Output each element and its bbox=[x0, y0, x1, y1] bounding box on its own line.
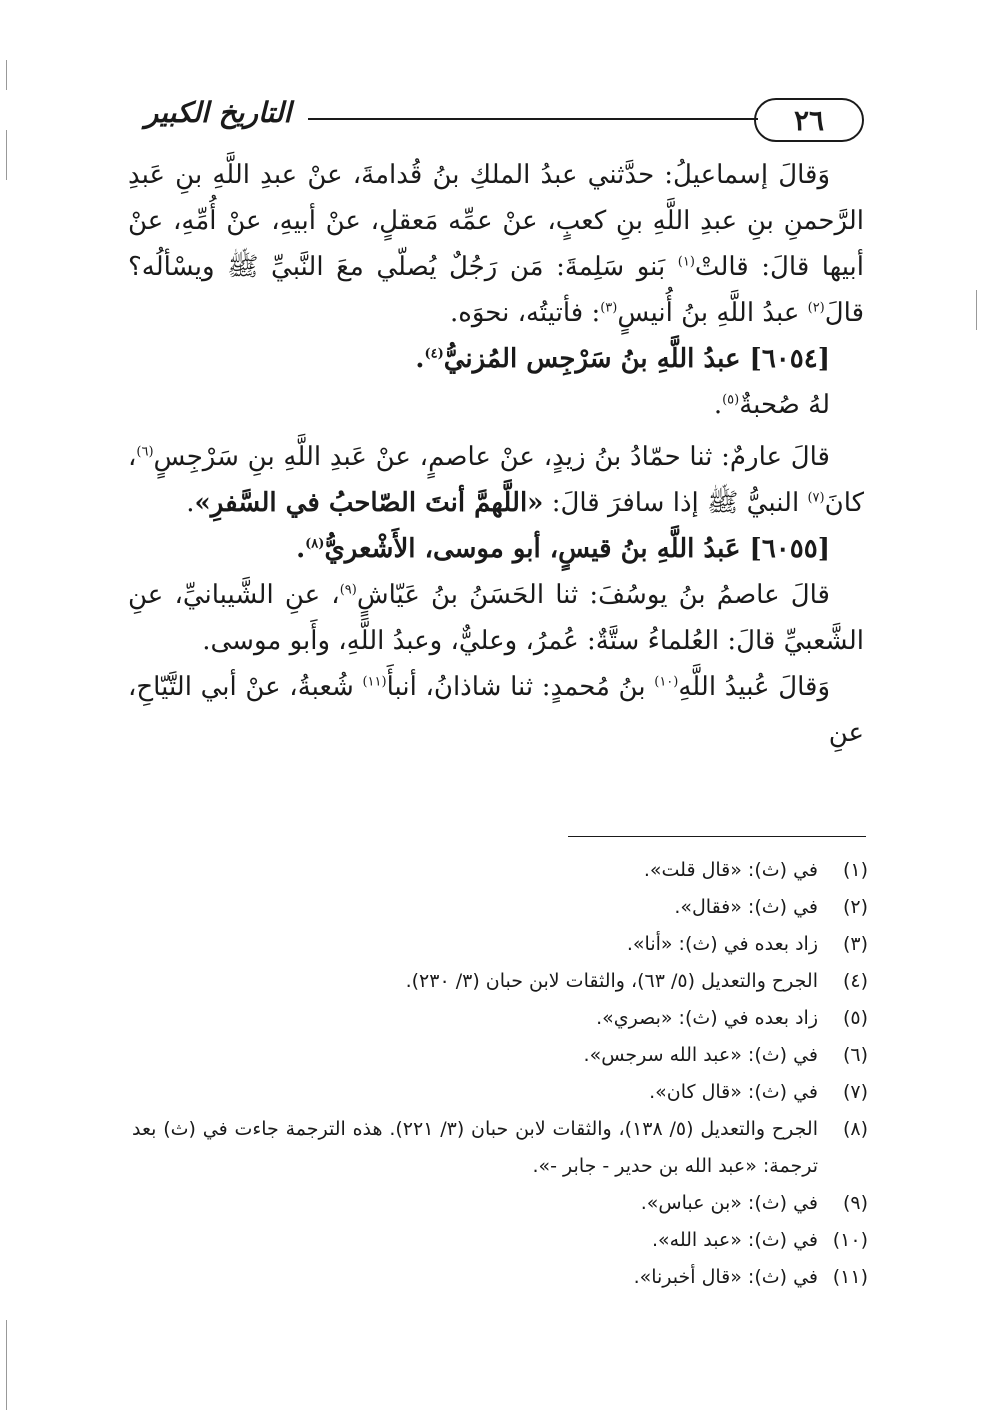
footnote-text: في (ث): «قال أخبرنا». bbox=[633, 1266, 818, 1288]
footnote-number: (٣) bbox=[842, 933, 868, 955]
footnote-text: في (ث): «قال كان». bbox=[649, 1081, 818, 1103]
footnote-number: (٧) bbox=[842, 1081, 868, 1103]
footnote bbox=[132, 1185, 868, 1222]
footnote-number: (٦) bbox=[842, 1044, 868, 1066]
footnote bbox=[132, 926, 868, 963]
footnote bbox=[132, 1074, 868, 1111]
footnote-text: الجرح والتعديل (٥/ ٦٣)، والثقات لابن حبان (٣/ ٢٣٠). bbox=[405, 970, 818, 992]
footnote-ref: (٤) bbox=[424, 346, 444, 362]
footnote-text: في (ث): «قال قلت». bbox=[643, 859, 818, 881]
header-rule bbox=[308, 118, 758, 120]
hadith-quote: «اللَّهمَّ أنتَ الصّاحبُ في السَّفرِ» bbox=[194, 488, 544, 518]
footnote-text: زاد بعده في (ث): «بصري». bbox=[596, 1007, 818, 1029]
margin-tick bbox=[6, 60, 7, 90]
footnote-ref: (٧) bbox=[807, 490, 825, 506]
book-title: التاريخ الكبير bbox=[144, 96, 292, 129]
footnote bbox=[132, 1037, 868, 1074]
margin-tick bbox=[976, 290, 977, 330]
margin-tick bbox=[6, 130, 7, 180]
margin-tick bbox=[6, 1320, 7, 1410]
footnote-ref: (٩) bbox=[339, 582, 357, 598]
footnote-number: (٥) bbox=[842, 1007, 868, 1029]
footnote-text: في (ث): «بن عباس». bbox=[640, 1192, 818, 1214]
footnote-ref: (١٠) bbox=[654, 674, 679, 690]
footnote-text: في (ث): «فقال». bbox=[674, 896, 818, 918]
footnote-number: (٨) bbox=[842, 1118, 868, 1140]
entry-note: لهُ صُحبةٌ$^{(٥)}$. bbox=[713, 390, 830, 420]
footnote-number: (٩) bbox=[842, 1192, 868, 1214]
footnote bbox=[132, 1259, 868, 1296]
footnote bbox=[132, 963, 868, 1000]
page-header bbox=[128, 90, 864, 146]
paragraph-isnad-4: وَقالَ عُبيدُ اللَّهِ$^{(١٠)}$ بنُ مُحمدٍ: ثنا شاذانُ، أنبأَ$^{(١١)}$ شُعبةُ، عنْ أبي التَّيّاحِ، عنِ bbox=[128, 672, 864, 748]
footnote-ref: (٣) bbox=[600, 300, 618, 316]
paragraph-isnad-3: قالَ عاصمُ بنُ يوسُفَ: ثنا الحَسَنُ بنُ عَيّاشٍ$^{(٩)}$، عنِ الشَّيبانيِّ، عنِ الشَّعبيِّ قالَ: العُلماءُ ستَّةٌ: عُمرُ، وعليٌّ، وعبدُ اللَّهِ، وأَبو موسى. bbox=[128, 580, 864, 656]
footnote-number: (١) bbox=[842, 859, 868, 881]
page-number: ٢٦ bbox=[754, 98, 864, 142]
footnote-number: (٤) bbox=[842, 970, 868, 992]
footnote-ref: (٦) bbox=[136, 444, 154, 460]
entry-heading-6054: [٦٠٥٤] عبدُ اللَّهِ بنُ سَرْجِس المُزنيُّ$^{(٤)}$. bbox=[415, 344, 830, 374]
footnote-ref: (٢) bbox=[807, 300, 825, 316]
main-text bbox=[128, 152, 864, 756]
paragraph-isnad-2: قالَ عارمٌ: ثنا حمّادُ بنُ زيدٍ، عنْ عاصمٍ، عنْ عَبدِ اللَّهِ بنِ سَرْجِسٍ$^{(٦)}$، كانَ$^{(٧)}$ النبيُّ ﷺ إذا سافرَ قالَ: «اللَّهمَّ أنتَ الصّاحبُ في السَّفرِ». bbox=[128, 442, 864, 518]
footnote-text: في (ث): «عبد الله». bbox=[651, 1229, 818, 1251]
footnote-text: زاد بعده في (ث): «أنا». bbox=[626, 933, 818, 955]
footnotes bbox=[132, 852, 868, 1296]
entry-heading-6055: [٦٠٥٥] عَبدُ اللَّهِ بنُ قيسٍ، أبو موسى، الأَشْعريُّ$^{(٨)}$. bbox=[296, 534, 830, 564]
footnote-ref: (١١) bbox=[362, 674, 387, 690]
footnote-text: في (ث): «عبد الله سرجس». bbox=[583, 1044, 818, 1066]
footnote bbox=[132, 1000, 868, 1037]
paragraph-isnad-1: وَقالَ إسماعيلُ: حدَّثني عبدُ الملكِ بنُ قُدامةَ، عنْ عبدِ اللَّهِ بنِ عَبدِ الرَّحمنِ بنِ عبدِ اللَّهِ بنِ كعبٍ، عنْ عمِّه مَعقلٍ، عنْ أبيهِ، عنْ أُمِّهِ، عنْ أبيها قالَ: قالتْ$^{(١)}$ بَنو سَلِمةَ: مَن رَجُلٌ يُصلّي معَ النَّبيِّ ﷺ ويسْألُه؟ قالَ$^{(٢)}$ عبدُ اللَّهِ بنُ أُنيسٍ$^{(٣)}$: فأتيتُه، نحوَه. bbox=[128, 160, 865, 328]
footnote-ref: (٨) bbox=[305, 536, 325, 552]
footnote bbox=[132, 889, 868, 926]
footnote bbox=[132, 1222, 868, 1259]
footnote-separator bbox=[568, 836, 866, 837]
footnote-number: (٢) bbox=[842, 896, 868, 918]
footnote-ref: (١) bbox=[677, 254, 695, 270]
footnote bbox=[132, 1111, 868, 1185]
footnote bbox=[132, 852, 868, 889]
footnote-number: (١١) bbox=[832, 1266, 868, 1288]
footnote-ref: (٥) bbox=[722, 392, 740, 408]
footnote-text: الجرح والتعديل (٥/ ١٣٨)، والثقات لابن حبان (٣/ ٢٢١). هذه الترجمة جاءت في (ث) بعد ترجمة: «عبد الله بن حدير - جابر -». bbox=[132, 1118, 818, 1177]
footnote-number: (١٠) bbox=[832, 1229, 868, 1251]
